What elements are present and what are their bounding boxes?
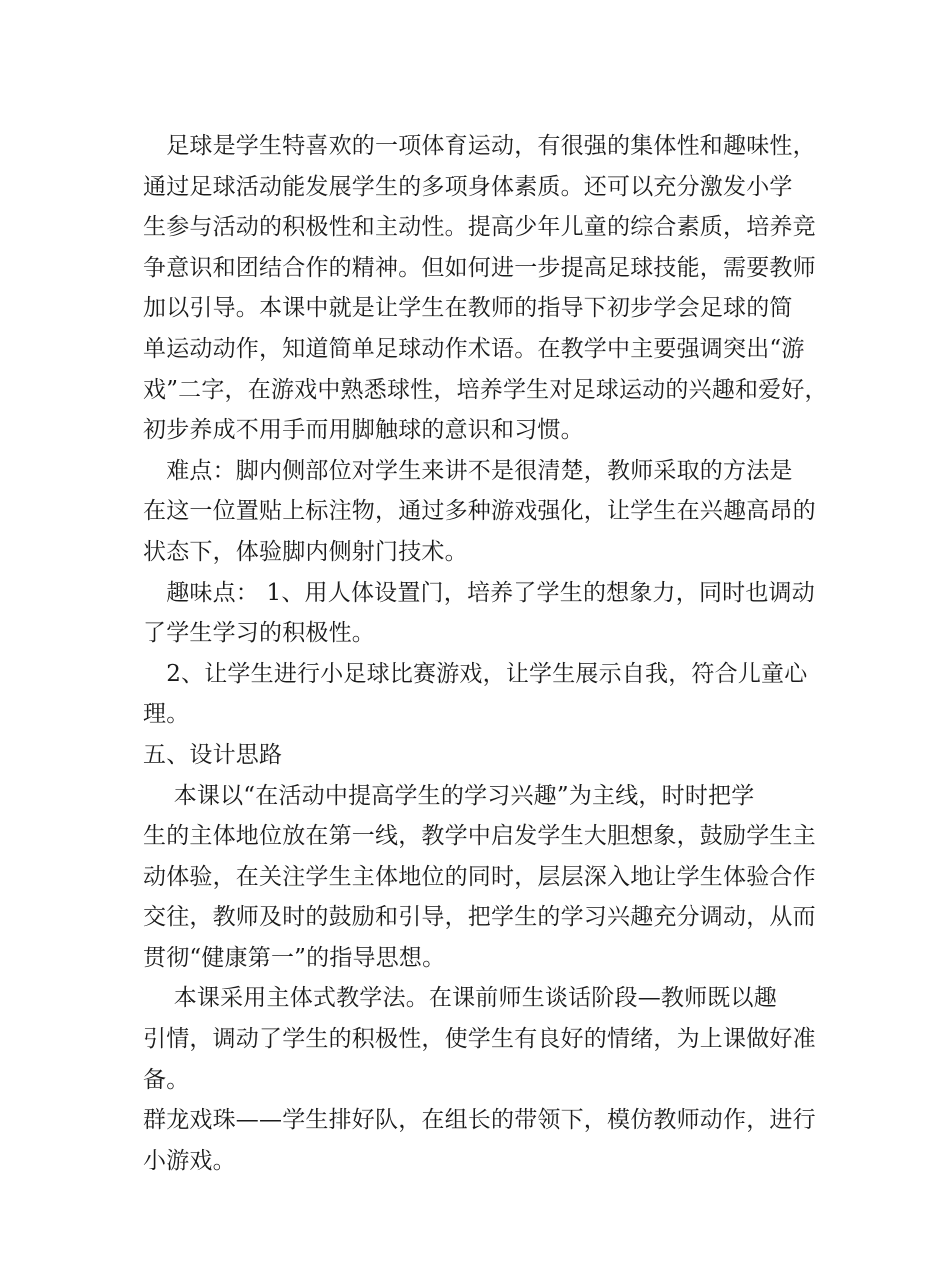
text-line: 状态下，体验脚内侧射门技术。: [143, 538, 468, 565]
text-line: 争意识和团结合作的精神。但如何进一步提高足球技能，需要教师: [143, 254, 816, 281]
text-line: 交往，教师及时的鼓励和引导，把学生的学习兴趣充分调动，从而: [143, 904, 816, 931]
paragraph-football-intro: [143, 126, 828, 451]
section-heading-text: 五、设计思路: [143, 741, 283, 768]
text-line: 在这一位置贴上标注物，通过多种游戏强化，让学生在兴趣高昂的: [143, 498, 816, 525]
paragraph-interest-point-1: [143, 573, 815, 654]
section-heading: [143, 735, 815, 776]
text-line: 单运动动作，知道简单足球动作术语。在教学中主要强调突出“游: [143, 335, 805, 362]
text-line: 引情，调动了学生的积极性，使学生有良好的情绪，为上课做好准: [143, 1026, 816, 1053]
text-line: 本课采用主体式教学法。在课前师生谈话阶段—教师既以趣: [143, 985, 777, 1012]
text-line: 贯彻“健康第一”的指导思想。: [143, 944, 446, 971]
text-line: 初步养成不用手而用脚触球的意识和习惯。: [143, 417, 584, 444]
text-line: 生参与活动的积极性和主动性。提高少年儿童的综合素质，培养竞: [143, 214, 816, 241]
paragraph-dragon-game: [143, 1100, 815, 1181]
text-line: 群龙戏珠——学生排好队，在组长的带领下，模仿教师动作，进行: [143, 1107, 816, 1134]
text-line: 了学生学习的积极性。: [143, 620, 375, 647]
text-line: 小游戏。: [143, 1147, 236, 1174]
text-line: 备。: [143, 1066, 190, 1093]
text-line: 理。: [143, 701, 190, 728]
text-line: 2、让学生进行小足球比赛游戏，让学生展示自我，符合儿童心: [143, 660, 808, 687]
text-line: 本课以“在活动中提高学生的学习兴趣”为主线，时时把学: [143, 782, 755, 809]
text-line: 通过足球活动能发展学生的多项身体素质。还可以充分激发小学: [143, 173, 793, 200]
paragraph-teaching-method: [143, 978, 815, 1100]
text-line: 戏”二字，在游戏中熟悉球性，培养学生对足球运动的兴趣和爱好，: [143, 376, 828, 403]
text-line: 动体验，在关注学生主体地位的同时，层层深入地让学生体验合作: [143, 863, 816, 890]
paragraph-difficulty: [143, 451, 815, 573]
text-line: 生的主体地位放在第一线，教学中启发学生大胆想象，鼓励学生主: [143, 823, 816, 850]
text-line: 足球是学生特喜欢的一项体育运动，有很强的集体性和趣味性，: [143, 133, 816, 159]
document-body: [143, 126, 828, 1181]
text-line: 加以引导。本课中就是让学生在教师的指导下初步学会足球的简: [143, 295, 793, 322]
paragraph-design-idea: [143, 776, 815, 979]
text-line: 难点：脚内侧部位对学生来讲不是很清楚，教师采取的方法是: [143, 457, 793, 484]
paragraph-interest-point-2: [143, 654, 815, 735]
text-line: 趣味点： 1、用人体设置门，培养了学生的想象力，同时也调动: [143, 579, 815, 606]
